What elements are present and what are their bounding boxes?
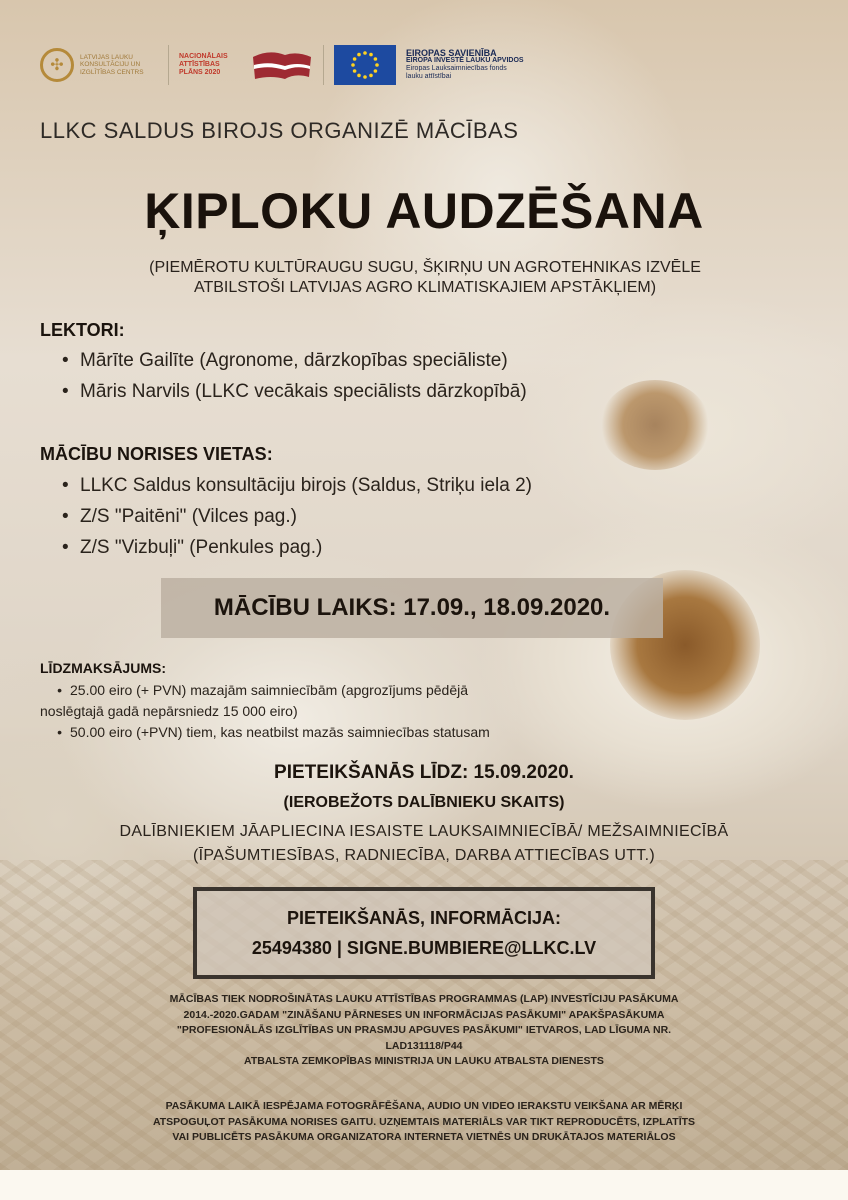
eu-flag-icon: [334, 45, 396, 85]
funding-line: "PROFESIONĀLĀS IZGLĪTĪBAS UN PRASMJU APGUVES PASĀKUMI" IETVAROS, LAD LĪGUMA NR.: [176, 1024, 672, 1036]
lecturer-name: Māris Narvils (LLKC vecākais speciālists dārzkopībā): [80, 381, 527, 402]
garlic-root-decoration: [600, 380, 710, 470]
llkc-logo-text: LATVIJAS LAUKU KONSULTĀCIJU UN IZGLĪTĪBAS CENTRS: [80, 53, 144, 76]
nap-logo-text: [179, 53, 241, 77]
contact-box: [193, 887, 655, 979]
poster-subtitle: [80, 258, 770, 298]
eu-line: Eiropas Lauksaimniecības fonds: [406, 65, 507, 72]
nap-line: NACIONĀLAIS: [179, 53, 228, 60]
fee-text-continued: noslēgtajā gadā nepārsniedz 15 000 eiro): [40, 703, 298, 719]
funding-notice: [100, 992, 748, 1070]
subtitle-line: ATBILSTOŠI LATVIJAS AGRO KLIMATISKAJIEM APSTĀKĻIEM): [193, 279, 657, 296]
eu-logo-text: [406, 49, 541, 81]
logo-divider: [168, 45, 169, 85]
eu-title: EIROPAS SAVIENĪBA: [406, 48, 497, 58]
fee-text: 25.00 eiro (+ PVN) mazajām saimniecībām (apgrozījums pēdējā: [70, 682, 469, 698]
funding-line: ATBALSTA ZEMKOPĪBAS MINISTRIJA UN LAUKU ATBALSTA DIENESTS: [244, 1055, 604, 1067]
funding-line: 2014.-2020.GADAM "ZINĀŠANU PĀRNESES UN INFORMĀCIJAS PASĀKUMI" APAKŠPASĀKUMA: [183, 1008, 665, 1021]
fees-list: [40, 680, 600, 743]
contact-details[interactable]: 25494380 | SIGNE.BUMBIERE@LLKC.LV: [251, 938, 597, 958]
fees-heading: LĪDZMAKSĀJUMS:: [40, 660, 166, 676]
list-item: [40, 722, 600, 743]
llkc-emblem-icon: ✣: [40, 48, 74, 82]
latvian-flag-icon: [251, 49, 313, 81]
locations-list: [62, 470, 532, 563]
participant-requirement: [40, 820, 808, 868]
funding-line: LAD131118/P44: [385, 1039, 463, 1052]
requirement-line: (ĪPAŠUMTIESĪBAS, RADNIECĪBA, DARBA ATTIECĪBAS UTT.): [193, 847, 655, 864]
bullet-icon: •: [62, 506, 69, 527]
training-time-box: MĀCĪBU LAIKS: 17.09., 18.09.2020.: [161, 578, 663, 638]
registration-deadline: PIETEIKŠANĀS LĪDZ: 15.09.2020.: [274, 762, 574, 783]
photo-notice-line: ATSPOGUĻOT PASĀKUMA NORISES GAITU. UZŅEMTAIS MATERIĀLS VAR TIKT REPRODUCĒTS, IZPLATĪTS: [152, 1115, 696, 1128]
logo-divider: [323, 45, 324, 85]
funding-line: MĀCĪBAS TIEK NODROŠINĀTAS LAUKU ATTĪSTĪBAS PROGRAMMAS (LAP) INVESTĪCIJU PASĀKUMA: [169, 993, 679, 1005]
lecturer-name: Mārīte Gailīte (Agronome, dārzkopības speciāliste): [80, 350, 508, 371]
lecturers-heading: LEKTORI:: [40, 320, 125, 340]
list-item: [62, 376, 527, 407]
list-item: [62, 532, 532, 563]
photo-notice: [90, 1099, 758, 1146]
requirement-line: DALĪBNIEKIEM JĀAPLIECINA IESAISTE LAUKSAIMNIECĪBĀ/ MEŽSAIMNIECĪBĀ: [119, 823, 729, 840]
photo-notice-line: PASĀKUMA LAIKĀ IESPĒJAMA FOTOGRĀFĒŠANA, AUDIO UN VIDEO IERAKSTU VEIKŠANA AR MĒRĶI: [165, 1100, 683, 1112]
location-name: Z/S "Vizbuļi" (Penkules pag.): [80, 537, 323, 558]
organizer-line: LLKC SALDUS BIROJS ORGANIZĒ MĀCĪBAS: [40, 118, 519, 143]
list-item: [62, 470, 532, 501]
list-item: [62, 501, 532, 532]
bullet-icon: •: [62, 381, 69, 402]
limited-seats-note: (IEROBEŽOTS DALĪBNIEKU SKAITS): [283, 794, 565, 811]
list-item: [62, 345, 527, 376]
bullet-icon: •: [57, 724, 62, 740]
contact-heading: PIETEIKŠANĀS, INFORMĀCIJA:: [286, 908, 562, 928]
bullet-icon: •: [62, 537, 69, 558]
eu-line: lauku attīstībai: [406, 73, 452, 80]
location-name: LLKC Saldus konsultāciju birojs (Saldus, Striķu iela 2): [80, 475, 532, 496]
llkc-logo: [40, 48, 158, 82]
eu-line: EIROPA INVESTĒ LAUKU APVIDOS: [406, 57, 524, 64]
nap-line: ATTĪSTĪBAS: [179, 61, 220, 68]
location-name: Z/S "Paitēni" (Vilces pag.): [80, 506, 297, 527]
nap-line: PLĀNS 2020: [179, 69, 221, 76]
bullet-icon: •: [62, 350, 69, 371]
bullet-icon: •: [62, 475, 69, 496]
photo-notice-line: VAI PUBLICĒTS PASĀKUMA ORGANIZATORA INTERNETA VIETNĒS UN DRUKĀTAJOS MATERIĀLOS: [172, 1131, 676, 1143]
bottom-band: [0, 1170, 848, 1200]
logo-row: [40, 42, 541, 88]
fee-text: 50.00 eiro (+PVN) tiem, kas neatbilst mazās saimniecības statusam: [70, 724, 490, 740]
bullet-icon: •: [57, 682, 62, 698]
list-item: [40, 680, 600, 701]
poster-title: ĶIPLOKU AUDZĒŠANA: [144, 183, 704, 239]
subtitle-line: (PIEMĒROTU KULTŪRAUGU SUGU, ŠĶIRŅU UN AGROTEHNIKAS IZVĒLE: [149, 259, 701, 276]
lecturers-list: [62, 345, 527, 407]
locations-heading: MĀCĪBU NORISES VIETAS:: [40, 444, 273, 464]
